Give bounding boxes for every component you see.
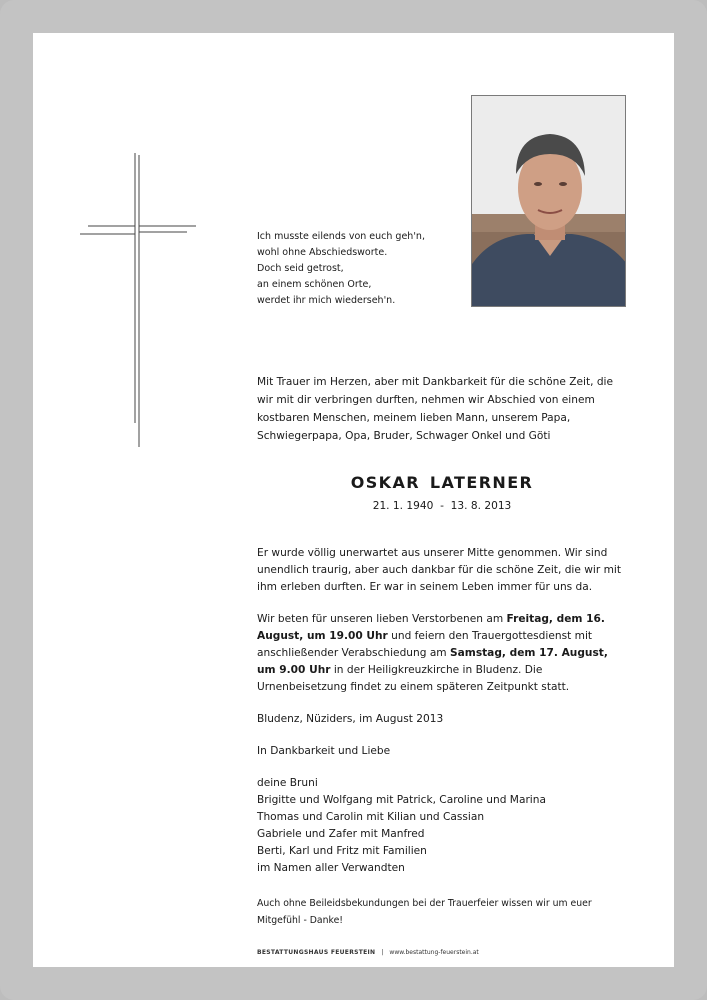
family-list — [257, 775, 627, 877]
obituary-page — [33, 33, 674, 967]
poem-line: werdet ihr mich wiederseh'n. — [257, 295, 396, 306]
paragraph-services — [257, 611, 627, 696]
family-member: Thomas und Carolin mit Kilian und Cassian — [257, 811, 485, 823]
family-member: Berti, Karl und Fritz mit Familien — [257, 845, 427, 857]
family-member: deine Bruni — [257, 777, 318, 789]
poem-line: an einem schönen Orte, — [257, 279, 372, 290]
closing-note: Auch ohne Beileidsbekundungen bei der Trauerfeier wissen wir um euer Mitgefühl - Danke! — [257, 898, 592, 926]
gratitude-line: In Dankbarkeit und Liebe — [257, 745, 391, 757]
services-text: Wir beten für unseren lieben Verstorbenen am — [257, 613, 507, 625]
services-text: und feiern den Trauergottesdienst mit anschließender Verabschiedung am — [257, 630, 593, 659]
website-link[interactable]: www.bestattung-feuerstein.at — [389, 949, 479, 956]
intro-paragraph: Mit Trauer im Herzen, aber mit Dankbarkeit für die schöne Zeit, die wir mit dir verbringen durften, nehmen wir Abschied von einem kostbaren Menschen, meinem lieben Mann, unserem Papa, Schwiegerpapa, Opa, Bruder, Schwager Onkel und Göti — [257, 376, 614, 442]
obituary-body — [257, 545, 627, 877]
family-member: im Namen aller Verwandten — [257, 862, 405, 874]
family-member: Brigitte und Wolfgang mit Patrick, Caroline und Marina — [257, 794, 546, 806]
services-text: in der Heiligkreuzkirche in Bludenz. Die Urnenbeisetzung findet zu einem späteren Zeitpunkt statt. — [257, 664, 570, 693]
place-date: Bludenz, Nüziders, im August 2013 — [257, 713, 444, 725]
funeral-home-name: BESTATTUNGSHAUS FEUERSTEIN — [257, 949, 376, 956]
footer-separator: | — [381, 949, 384, 956]
deceased-name: OSKAR LATERNER — [350, 473, 534, 492]
poem-line: Ich musste eilends von euch geh'n, — [257, 231, 425, 242]
family-member: Gabriele und Zafer mit Manfred — [257, 828, 425, 840]
life-dates: 21. 1. 1940 - 13. 8. 2013 — [372, 500, 512, 512]
rosary-date: Freitag, dem 16. August, um 19.00 Uhr — [257, 613, 605, 642]
poem — [257, 229, 457, 309]
portrait-photo — [471, 95, 626, 307]
cross-icon — [80, 153, 198, 449]
funeral-date: Samstag, dem 17. August, um 9.00 Uhr — [257, 647, 608, 676]
poem-line: wohl ohne Abschiedsworte. — [257, 247, 388, 258]
paragraph-loss: Er wurde völlig unerwartet aus unserer Mitte genommen. Wir sind unendlich traurig, aber auch dankbar für die schöne Zeit, die wir mit ihm erleben durften. Er war in seinem Leben immer für uns da. — [257, 547, 621, 593]
portrait-image — [472, 96, 626, 307]
footer — [257, 949, 627, 956]
poem-line: Doch seid getrost, — [257, 263, 344, 274]
